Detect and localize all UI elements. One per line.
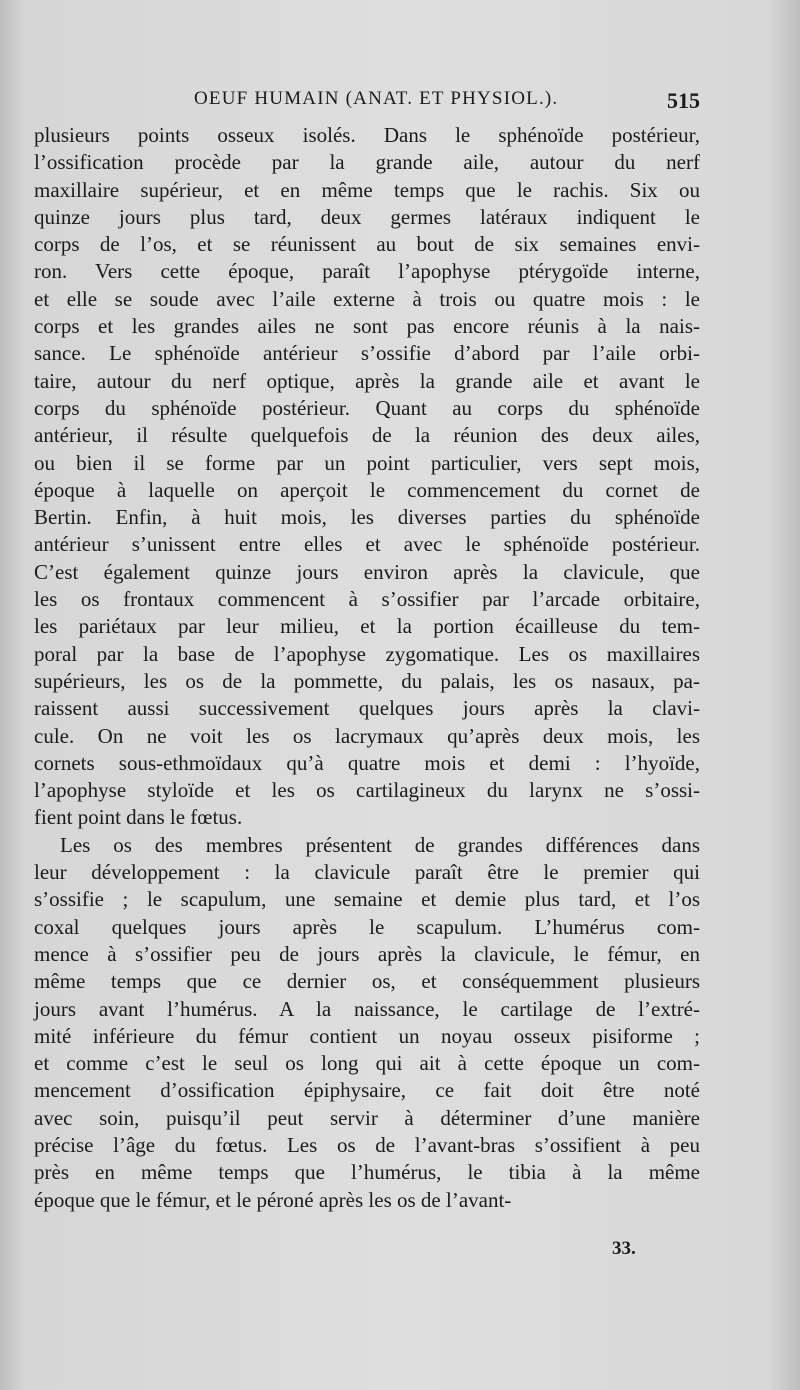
text-line: cule. On ne voit les os lacrymaux qu’après deux mois, les [34, 723, 700, 748]
text-line: supérieurs, les os de la pommette, du palais, les os nasaux, pa- [34, 668, 700, 693]
text-line: sance. Le sphénoïde antérieur s’ossifie d’abord par l’aile orbi- [34, 341, 700, 366]
text-line: même temps que ce dernier os, et conséquemment plusieurs [34, 969, 700, 994]
text-line: plusieurs points osseux isolés. Dans le sphénoïde postérieur, [34, 123, 700, 147]
text-line: précise l’âge du fœtus. Les os de l’avant-bras s’ossifient à peu [34, 1132, 700, 1157]
text-line: coxal quelques jours après le scapulum. L’humérus com- [34, 914, 700, 939]
text-line: près en même temps que l’humérus, le tibia à la même [34, 1160, 700, 1185]
text-line: époque que le fémur, et le péroné après les os de l’avant- [34, 1187, 512, 1212]
page-header [34, 88, 700, 118]
text-line: ron. Vers cette époque, paraît l’apophyse ptérygoïde interne, [34, 259, 700, 284]
text-line: poral par la base de l’apophyse zygomatique. Les os maxillaires [34, 641, 700, 666]
running-title: OEUF HUMAIN (ANAT. ET PHYSIOL.). [194, 88, 559, 109]
text-line: quinze jours plus tard, deux germes latéraux indiquent le [34, 204, 700, 229]
text-line: taire, autour du nerf optique, après la grande aile et avant le [34, 368, 700, 393]
text-line: antérieur, il résulte quelquefois de la réunion des deux ailes, [34, 423, 700, 448]
text-line: mencement d’ossification épiphysaire, ce fait doit être noté [34, 1078, 700, 1103]
text-line: mence à s’ossifier peu de jours après la clavicule, le fémur, en [34, 941, 700, 966]
text-line: cornets sous-ethmoïdaux qu’à quatre mois et demi : l’hyoïde, [34, 750, 700, 775]
body-text [34, 122, 700, 1214]
text-line: et comme c’est le seul os long qui ait à cette époque un com- [34, 1051, 700, 1076]
text-line: les pariétaux par leur milieu, et la portion écailleuse du tem- [34, 614, 700, 639]
signature-mark: 33. [612, 1238, 636, 1259]
text-line: avec soin, puisqu’il peut servir à déterminer d’une manière [34, 1105, 700, 1130]
text-line: fient point dans le fœtus. [34, 805, 243, 830]
text-line: Bertin. Enfin, à huit mois, les diverses parties du sphénoïde [34, 505, 700, 530]
text-line: les os frontaux commencent à s’ossifier par l’arcade orbitaire, [34, 587, 700, 612]
text-line: corps et les grandes ailes ne sont pas encore réunis à la nais- [34, 314, 700, 339]
text-line: jours avant l’humérus. A la naissance, le cartilage de l’extré- [34, 996, 700, 1021]
text-line: corps du sphénoïde postérieur. Quant au corps du sphénoïde [34, 395, 700, 420]
page-number: 515 [667, 88, 700, 113]
text-line: l’apophyse styloïde et les os cartilagineux du larynx ne s’ossi- [34, 778, 700, 803]
text-line: s’ossifie ; le scapulum, une semaine et demie plus tard, et l’os [34, 887, 700, 912]
text-line: ou bien il se forme par un point particulier, vers sept mois, [34, 450, 700, 475]
paragraph-2 [34, 832, 700, 1214]
text-line: mité inférieure du fémur contient un noyau osseux pisiforme ; [34, 1023, 700, 1048]
text-line: époque à laquelle on aperçoit le commencement du cornet de [34, 477, 700, 502]
paragraph-1 [34, 122, 700, 832]
text-line: maxillaire supérieur, et en même temps que le rachis. Six ou [34, 177, 700, 202]
text-line: corps de l’os, et se réunissent au bout de six semaines envi- [34, 232, 700, 257]
text-line: l’ossification procède par la grande aile, autour du nerf [34, 150, 700, 175]
text-line: C’est également quinze jours environ après la clavicule, que [34, 559, 700, 584]
text-line: leur développement : la clavicule paraît être le premier qui [34, 860, 700, 885]
text-line: raissent aussi successivement quelques jours après la clavi- [34, 696, 700, 721]
text-line: Les os des membres présentent de grandes différences dans [60, 832, 700, 857]
text-line: et elle se soude avec l’aile externe à trois ou quatre mois : le [34, 286, 700, 311]
text-line: antérieur s’unissent entre elles et avec le sphénoïde postérieur. [34, 532, 700, 557]
